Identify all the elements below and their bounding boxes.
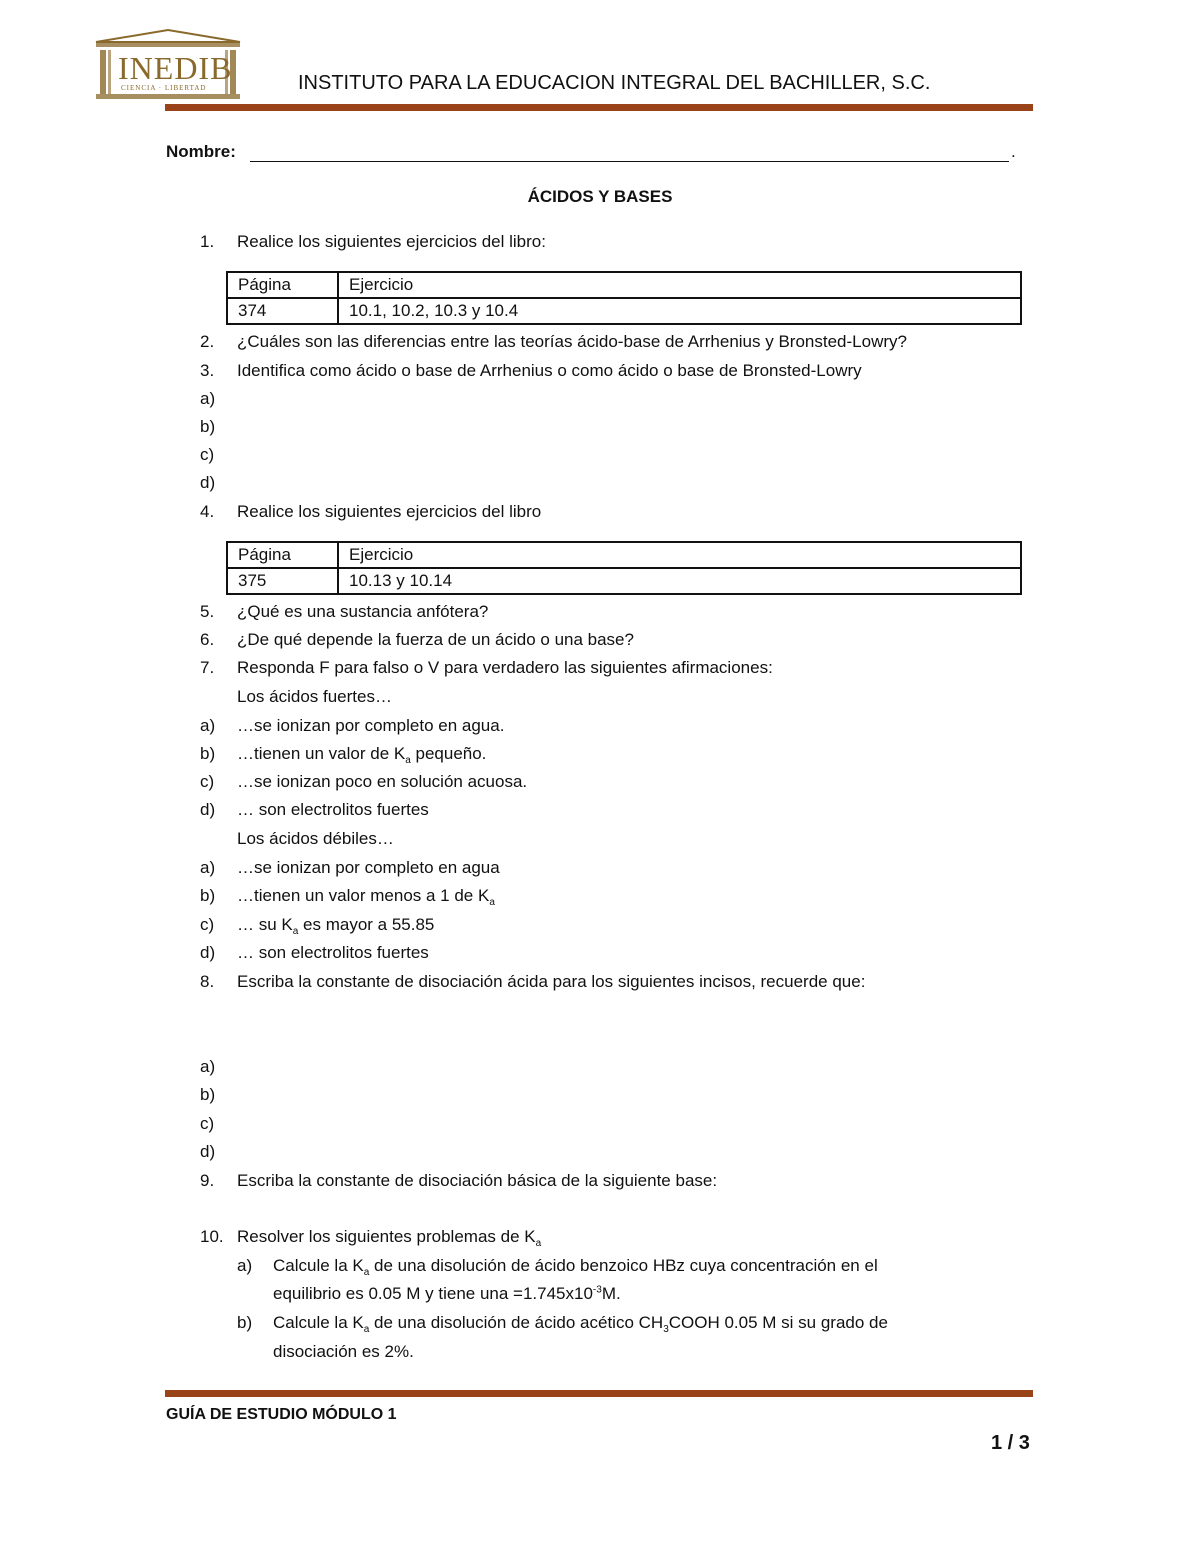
statement-fragment: pequeño. [410, 744, 487, 763]
text-fragment: Calcule la K [273, 1313, 364, 1332]
subscript: a [489, 897, 495, 908]
problem-text [273, 1255, 878, 1280]
subheading-text: Los ácidos fuertes… [237, 687, 392, 706]
question-number: 5. [200, 602, 215, 621]
subheading-text: Los ácidos débiles… [237, 829, 394, 848]
question-text: Escriba la constante de disociación ácida para los siguientes incisos, recuerde que: [237, 972, 866, 991]
question-number: 7. [200, 658, 215, 677]
statement-text [237, 942, 429, 964]
name-end-mark: . [1011, 142, 1016, 161]
item-label: c) [200, 445, 215, 464]
footer-rule [165, 1390, 1033, 1397]
question-text: Realice los siguientes ejercicios del libro: [237, 232, 546, 251]
statement-fragment: …se ionizan poco en solución acuosa. [237, 772, 528, 791]
table-header-exercise: Ejercicio [338, 272, 1021, 298]
statement-fragment: …tienen un valor menos a 1 de K [237, 886, 490, 905]
table-cell-exercise: 10.13 y 10.14 [338, 568, 1021, 594]
logo-word: INEDIB [118, 50, 233, 86]
subscript: a [292, 926, 299, 937]
statement-fragment: … son electrolitos fuertes [237, 800, 429, 819]
header-rule [165, 104, 1033, 111]
question-text: ¿De qué depende la fuerza de un ácido o una base? [237, 630, 634, 649]
text-fragment: COOH 0.05 M si su grado de [668, 1313, 888, 1332]
text-fragment: Calcule la K [273, 1256, 364, 1275]
item-label: a) [200, 858, 216, 877]
question-number: 3. [200, 361, 215, 380]
exercise-table-1 [226, 271, 1022, 325]
statement-fragment: …se ionizan por completo en agua [237, 858, 500, 877]
statement-text [237, 715, 504, 737]
item-label: b) [200, 417, 216, 436]
question-text: Escriba la constante de disociación básica de la siguiente base: [237, 1171, 718, 1190]
problem-text [273, 1283, 621, 1305]
subscript: a [363, 1324, 370, 1335]
question-number: 2. [200, 332, 215, 351]
statement-fragment: …se ionizan por completo en agua. [237, 716, 505, 735]
subscript: a [535, 1238, 542, 1249]
problem-text: disociación es 2%. [273, 1342, 414, 1361]
subscript: a [363, 1267, 370, 1278]
text-fragment: equilibrio es 0.05 M y tiene una =1.745x10 [273, 1284, 593, 1303]
item-label: d) [200, 473, 216, 492]
statement-fragment: es mayor a 55.85 [298, 915, 435, 934]
question-number: 1. [200, 232, 215, 251]
question-text: Identifica como ácido o base de Arrhenius o como ácido o base de Bronsted-Lowry [237, 361, 862, 380]
statement-text [237, 914, 434, 939]
text-fragment: Resolver los siguientes problemas de K [237, 1227, 536, 1246]
name-field[interactable] [250, 161, 1009, 162]
table-header-page: Página [227, 542, 338, 568]
item-label: c) [200, 1114, 215, 1133]
question-text [237, 1226, 541, 1251]
text-fragment: de una disolución de ácido acético CH [369, 1313, 664, 1332]
statement-fragment: … son electrolitos fuertes [237, 943, 429, 962]
item-label: c) [200, 772, 215, 791]
item-label: d) [200, 800, 216, 819]
table-cell-page: 375 [227, 568, 338, 594]
statement-fragment: … su K [237, 915, 293, 934]
statement-text [237, 857, 500, 879]
question-number: 9. [200, 1171, 215, 1190]
statement-text [237, 885, 495, 910]
problem-text [273, 1312, 888, 1337]
statement-text [237, 743, 486, 768]
item-label: a) [200, 389, 216, 408]
item-label: a) [200, 1057, 216, 1076]
item-label: a) [200, 716, 216, 735]
question-number: 8. [200, 972, 215, 991]
document-title: ÁCIDOS Y BASES [527, 187, 673, 206]
item-label: b) [200, 1085, 216, 1104]
logo-motto: CIENCIA · LIBERTAD [121, 84, 207, 92]
page-number: 1 / 3 [991, 1432, 1030, 1454]
item-label: c) [200, 915, 215, 934]
question-text: ¿Qué es una sustancia anfótera? [237, 602, 489, 621]
item-label: d) [200, 1142, 216, 1161]
question-text: ¿Cuáles son las diferencias entre las teorías ácido-base de Arrhenius y Bronsted-Lowry? [237, 332, 907, 351]
institution-title: INSTITUTO PARA LA EDUCACION INTEGRAL DEL BACHILLER, S.C. [298, 72, 931, 94]
footer-label: GUÍA DE ESTUDIO MÓDULO 1 [166, 1406, 397, 1423]
subscript: a [405, 755, 411, 766]
item-label: b) [200, 886, 216, 905]
item-label: d) [200, 943, 216, 962]
table-header-exercise: Ejercicio [338, 542, 1021, 568]
question-text: Responda F para falso o V para verdadero las siguientes afirmaciones: [237, 658, 773, 677]
question-text: Realice los siguientes ejercicios del libro [237, 502, 542, 521]
question-number: 4. [200, 502, 215, 521]
statement-text [237, 771, 527, 793]
item-label: a) [237, 1256, 253, 1275]
text-fragment: de una disolución de ácido benzoico HBz cuya concentración en el [369, 1256, 878, 1275]
table-cell-page: 374 [227, 298, 338, 324]
text-fragment: M. [601, 1284, 621, 1303]
table-header-page: Página [227, 272, 338, 298]
question-number: 10. [200, 1227, 224, 1246]
item-label: b) [237, 1313, 253, 1332]
subscript: 3 [663, 1324, 669, 1335]
item-label: b) [200, 744, 216, 763]
question-number: 6. [200, 630, 215, 649]
exercise-table-2 [226, 541, 1022, 595]
statement-text [237, 799, 429, 821]
name-label: Nombre: [166, 142, 236, 161]
table-cell-exercise: 10.1, 10.2, 10.3 y 10.4 [338, 298, 1021, 324]
statement-fragment: …tienen un valor de K [237, 744, 406, 763]
superscript: -3 [592, 1284, 602, 1296]
